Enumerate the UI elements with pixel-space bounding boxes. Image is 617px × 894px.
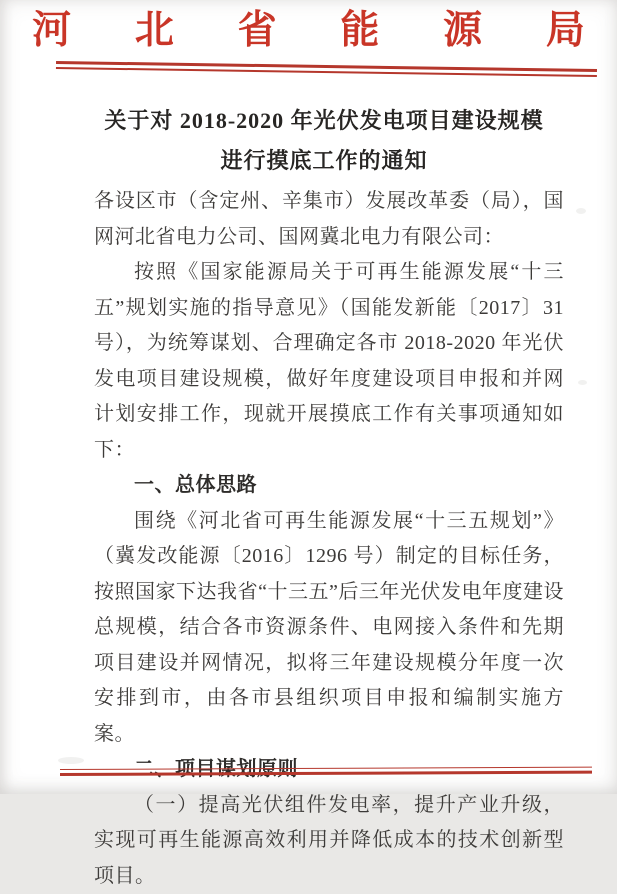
- document-title: [74, 101, 574, 181]
- document-body: [94, 184, 564, 894]
- document-title-line-2: 进行摸底工作的通知: [74, 141, 574, 181]
- body-paragraph: 围绕《河北省可再生能源发展“十三五规划”》（冀发改能源〔2016〕1296 号）制定的目标任务，按照国家下达我省“十三五”后三年光伏发电年度建设总规模，结合各市资源条件、电网接入条件和先期项目建设并网情况，拟将三年建设规模分年度一次安排到市，由各市县组织项目申报和编制实施方案。: [94, 504, 564, 753]
- section-heading: 二、项目谋划原则: [94, 752, 564, 788]
- header-double-rule: [56, 61, 597, 77]
- document-title-line-1: 关于对 2018-2020 年光伏发电项目建设规模: [74, 101, 574, 141]
- addressee-line: 各设区市（含定州、辛集市）发展改革委（局），国网河北省电力公司、国网冀北电力有限公司：: [94, 184, 564, 255]
- body-paragraph: （一）提高光伏组件发电率，提升产业升级，实现可再生能源高效利用并降低成本的技术创新型项目。: [94, 788, 564, 894]
- scan-smudge: [578, 380, 587, 385]
- agency-masthead: 河 北 省 能 源 局: [0, 7, 617, 55]
- scan-smudge: [58, 757, 84, 764]
- section-heading: 一、总体思路: [94, 468, 564, 504]
- scan-smudge: [576, 208, 586, 214]
- body-paragraph: 按照《国家能源局关于可再生能源发展“十三五”规划实施的指导意见》（国能发新能〔2017〕31 号），为统筹谋划、合理确定各市 2018-2020 年光伏发电项目建设规模，做好年度建设项目申报和并网计划安排工作，现就开展摸底工作有关事项通知如下：: [94, 255, 564, 468]
